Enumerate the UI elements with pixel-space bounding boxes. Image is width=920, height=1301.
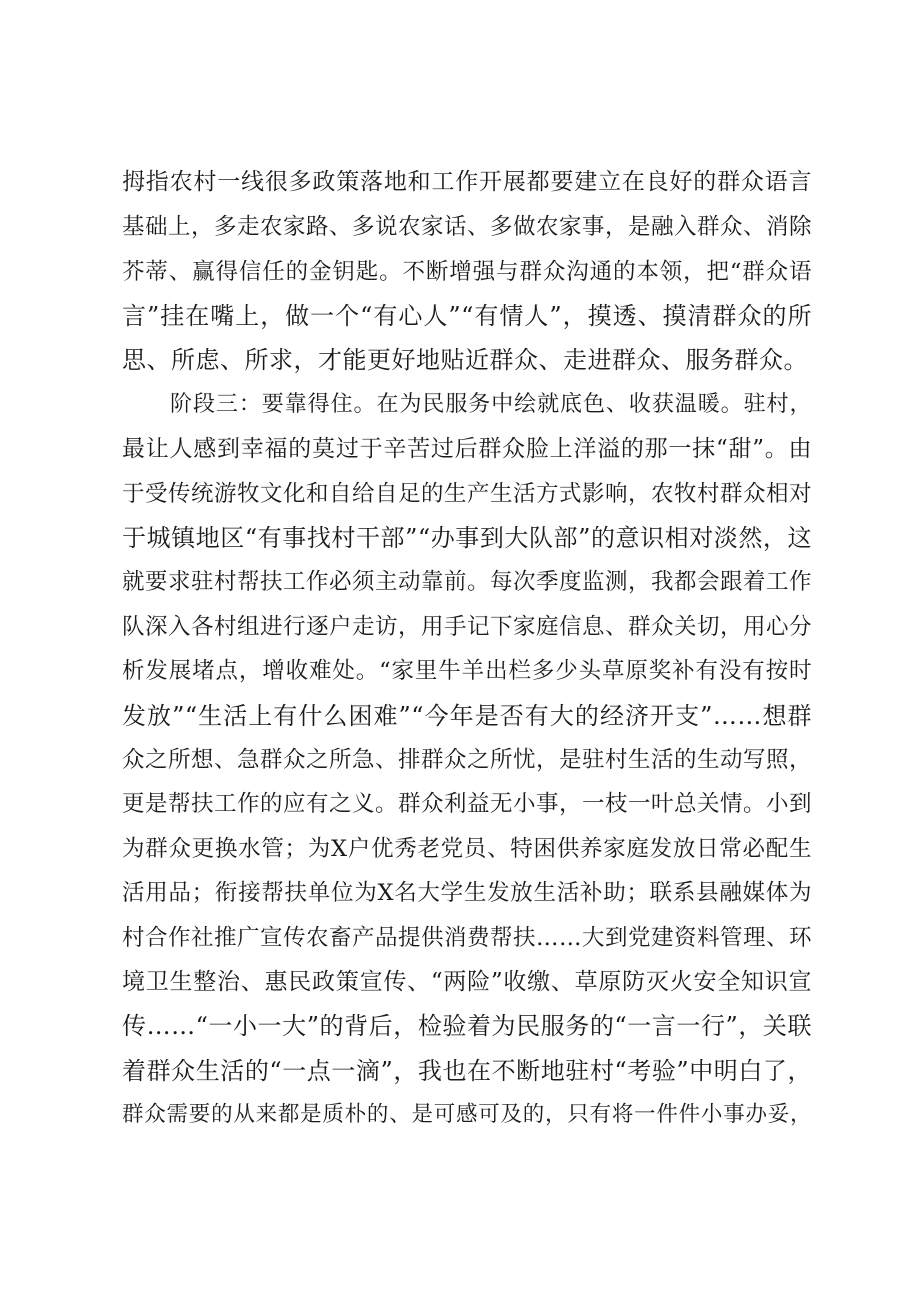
text-line: 思、所虑、所求，才能更好地贴近群众、走进群众、服务群众。 <box>122 346 808 374</box>
text-line: 群众需要的从来都是质朴的、是可感可及的，只有将一件件小事办妥， <box>122 1102 812 1127</box>
text-line: 析发展堵点，增收难处。“家里牛羊出栏多少头草原奖补有没有按时 <box>122 658 812 684</box>
text-line: 传……“一小一大”的背后，检验着为民服务的“一言一行”，关联 <box>122 1012 812 1040</box>
text-line: 最让人感到幸福的莫过于辛苦过后群众脸上洋溢的那一抹“甜”。由 <box>122 436 812 462</box>
text-line: 队深入各村组进行逐户走访，用手记下家庭信息、群众关切，用心分 <box>122 614 813 640</box>
text-line: 芥蒂、赢得信任的金钥匙。不断增强与群众沟通的本领，把“群众语 <box>122 259 812 285</box>
text-line: 就要求驻村帮扶工作必须主动靠前。每次季度监测，我都会跟着工作 <box>122 569 813 595</box>
text-line: 基础上，多走农家路、多说农家话、多做农家事，是融入群众、消除 <box>122 214 813 240</box>
text-line: 境卫生整治、惠民政策宣传、“两险”收缴、草原防灭火安全知识宣 <box>122 969 812 995</box>
text-line: 于城镇地区“有事找村干部”“办事到大队部”的意识相对淡然，这 <box>122 524 812 552</box>
text-line: 发放”“生活上有什么困难”“今年是否有大的经济开支”……想群 <box>122 702 812 730</box>
text-line: 着群众生活的“一点一滴”，我也在不断地驻村“考验”中明白了， <box>122 1057 812 1085</box>
text-line: 于受传统游牧文化和自给自足的生产生活方式影响，农牧村群众相对 <box>122 481 813 507</box>
text-line: 更是帮扶工作的应有之义。群众利益无小事，一枝一叶总关情。小到 <box>122 791 813 817</box>
text-line: 为群众更换水管；为X户优秀老党员、特困供养家庭发放日常必配生 <box>122 836 812 862</box>
text-line: 言”挂在嘴上，做一个“有心人”“有情人”，摸透、摸清群众的所 <box>122 302 812 330</box>
text-line: 众之所想、急群众之所急、排群众之所忧，是驻村生活的生动写照， <box>122 747 813 773</box>
text-line: 拇指农村一线很多政策落地和工作开展都要建立在良好的群众语言 <box>122 169 812 195</box>
text-line: 村合作社推广宣传农畜产品提供消费帮扶……大到党建资料管理、环 <box>122 925 813 951</box>
paragraph-heading-line: 阶段三：要靠得住。在为民服务中绘就底色、收获温暖。驻村， <box>170 392 812 417</box>
text-line: 活用品；衔接帮扶单位为X名大学生发放生活补助；联系县融媒体为 <box>122 880 812 906</box>
